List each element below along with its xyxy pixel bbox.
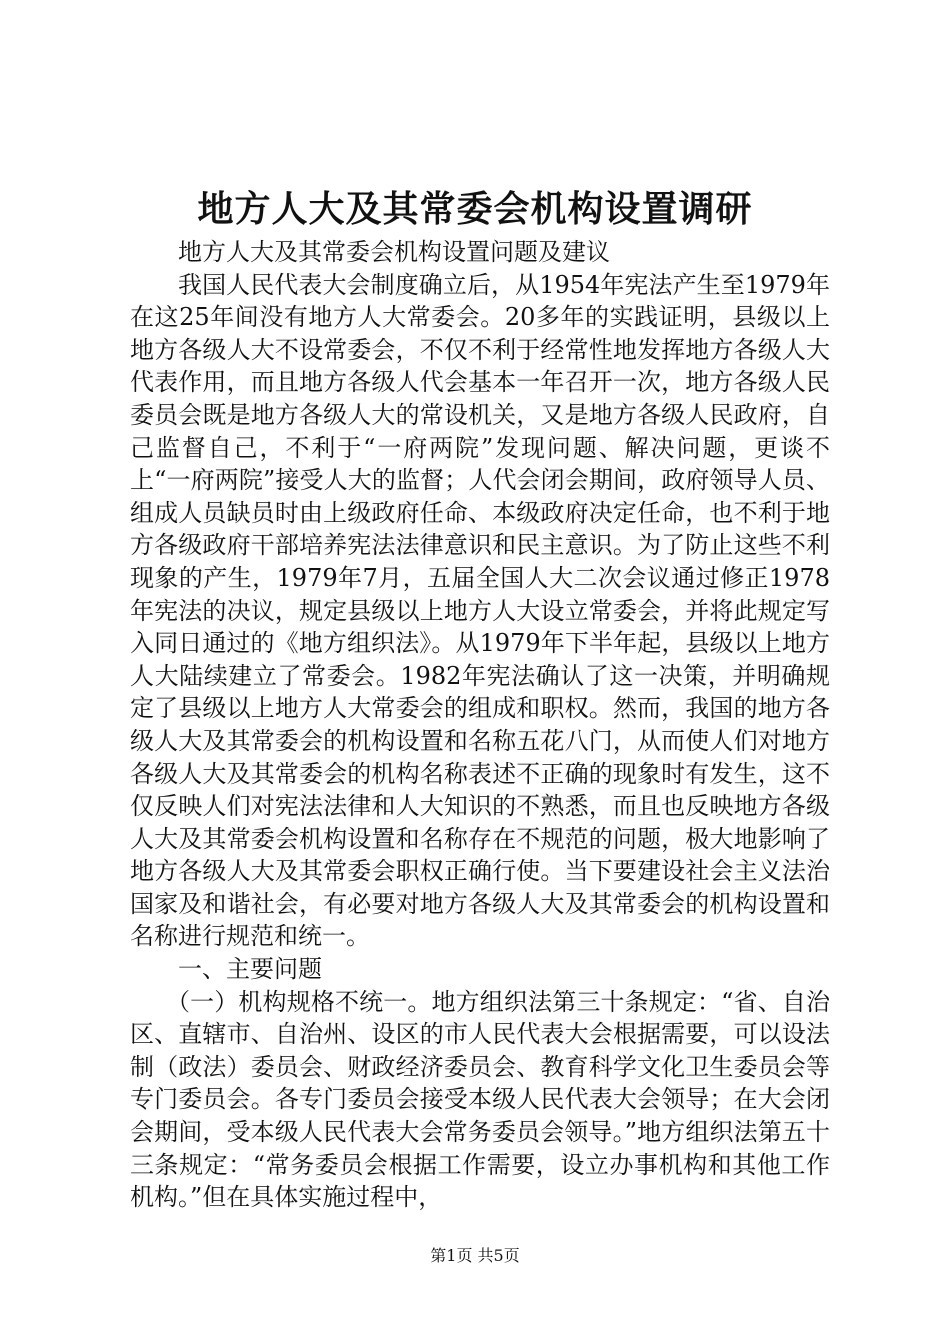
document-subtitle: 地方人大及其常委会机构设置问题及建议 xyxy=(178,238,610,266)
body-paragraph: 我国人民代表大会制度确立后，从1954年宪法产生至1979年在这25年间没有地方人大常委会。20多年的实践证明，县级以上地方各级人大不设常委会，不仅不利于经常性地发挥地方各级人大代表作用，而且地方各级人代会基本一年召开一次，地方各级人民委员会既是地方各级人大的常设机关，又是地方各级人民政府，自己监督自己，不利于“一府两院”发现问题、解决问题，更谈不上“一府两院”接受人大的监督；人代会闭会期间，政府领导人员、组成人员缺员时由上级政府任命、本级政府决定任命，也不利于地方各级政府干部培养宪法法律意识和民主意识。为了防止这些不利现象的产生，1979年7月，五届全国人大二次会议通过修正1978年宪法的决议，规定县级以上地方人大设立常委会，并将此规定写入同日通过的《地方组织法》。从1979年下半年起，县级以上地方人大陆续建立了常委会。1982年宪法确认了这一决策，并明确规定了县级以上地方人大常委会的组成和职权。然而，我国的地方各级人大及其常委会的机构设置和名称五花八门，从而使人们对地方各级人大及其常委会的机构名称表述不正确的现象时有发生，这不仅反映人们对宪法法律和人大知识的不熟悉，而且也反映地方各级人大及其常委会机构设置和名称存在不规范的问题，极大地影响了地方各级人大及其常委会职权正确行使。当下要建设社会主义法治国家及和谐社会，有必要对地方各级人大及其常委会的机构设置和名称进行规范和统一。 xyxy=(130,270,830,951)
section-heading: 一、主要问题 xyxy=(178,955,322,984)
document-body xyxy=(130,236,830,1214)
page-footer: 第1页 共5页 xyxy=(430,1246,520,1265)
document-title: 地方人大及其常委会机构设置调研 xyxy=(197,188,753,230)
sub-item-paragraph: （一）机构规格不统一。地方组织法第三十条规定：“省、自治区、直辖市、自治州、设区的市人民代表大会根据需要，可以设法制（政法）委员会、财政经济委员会、教育科学文化卫生委员会等专门委员会。各专门委员会接受本级人民代表大会领导；在大会闭会期间，受本级人民代表大会常务委员会领导。”地方组织法第五十三条规定：“常务委员会根据工作需要，设立办事机构和其他工作机构。”但在具体实施过程中， xyxy=(130,987,830,1212)
